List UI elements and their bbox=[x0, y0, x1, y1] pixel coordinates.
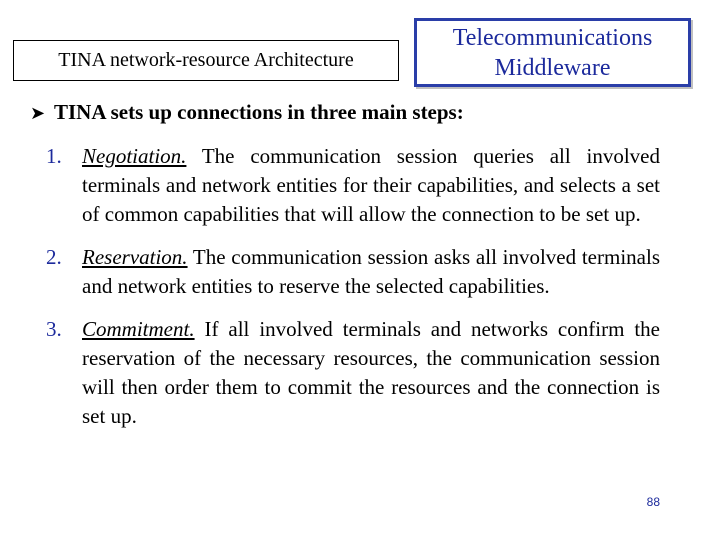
step-term: Reservation. bbox=[82, 245, 188, 269]
step-text: The communication session queries all involved terminals and network entities for their capabilities, and selects a set of common capabilities that will allow the connection to be set up. bbox=[82, 144, 660, 226]
step-number: 3. bbox=[46, 317, 62, 341]
main-bullet-text: TINA sets up connections in three main steps: bbox=[54, 100, 464, 124]
page-number: 88 bbox=[646, 495, 660, 509]
header-right-line2: Middleware bbox=[494, 54, 611, 81]
main-bullet bbox=[30, 100, 700, 125]
step-body bbox=[82, 243, 660, 301]
list-item bbox=[46, 315, 660, 431]
step-term: Negotiation. bbox=[82, 144, 187, 168]
list-item bbox=[46, 142, 660, 229]
slide-header-right bbox=[414, 18, 691, 87]
header-right-line1: Telecommunications bbox=[452, 24, 653, 51]
header-left-label: TINA network-resource Architecture bbox=[58, 49, 354, 71]
step-text: The communication session asks all involved terminals and network entities to reserve the selected capabilities. bbox=[82, 245, 660, 298]
step-number: 2. bbox=[46, 245, 62, 269]
step-text: If all involved terminals and networks confirm the reservation of the necessary resources, the communication session will then order them to commit the resources and the connection is set up. bbox=[82, 317, 660, 428]
list-item bbox=[46, 243, 660, 301]
steps-list bbox=[46, 142, 660, 431]
arrow-bullet-icon: ➤ bbox=[30, 103, 46, 124]
step-body bbox=[82, 315, 660, 431]
slide-header-left bbox=[13, 40, 399, 81]
step-body bbox=[82, 142, 660, 229]
step-term: Commitment. bbox=[82, 317, 195, 341]
step-number: 1. bbox=[46, 144, 62, 168]
